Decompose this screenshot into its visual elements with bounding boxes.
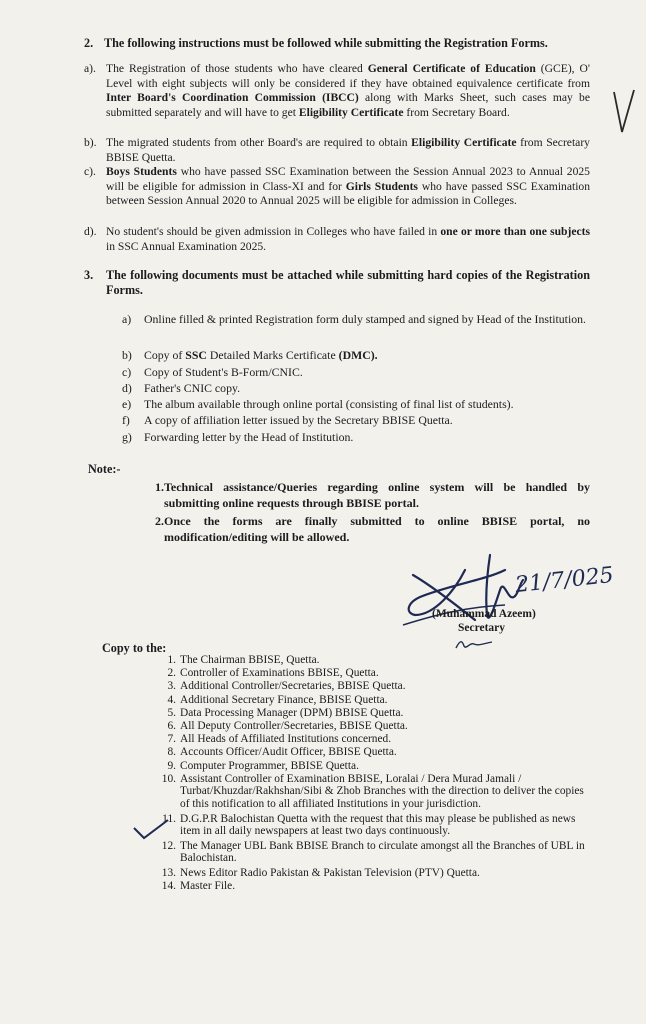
- body-text: No student's should be given admission in Colleges who have failed in: [106, 225, 441, 238]
- body-text: Copy of: [144, 348, 186, 362]
- note-title: Note:-: [88, 462, 121, 476]
- body-text: from Secretary BBISE Quetta.: [106, 136, 590, 164]
- instruction-c: [84, 165, 591, 209]
- note-item-1: 1. Technical assistance/Queries regarding online system will be handled by submitting online requests through BBISE portal.: [155, 480, 590, 510]
- list-item: 10. Assistant Controller of Examination BBISE, Loralai / Dera Murad Jamali / Turbat/Khuzdar/Rakhshan/Sibi & Zhob Branches with the direction to deliver the copies of this notification to all affiliated Institutions in your jurisdiction.: [161, 772, 584, 810]
- list-item: 5. Data Processing Manager (DPM) BBISE Quetta.: [167, 706, 404, 719]
- item-label: f): [122, 413, 130, 427]
- body-text: in SSC Annual Examination 2025.: [106, 239, 267, 253]
- body-text: from Secretary Board.: [403, 105, 510, 119]
- signature-date: 21/7/025: [513, 562, 615, 599]
- instruction-d: [84, 225, 590, 254]
- item-label: e): [122, 397, 132, 411]
- list-item: 12. The Manager UBL Bank BBISE Branch to circulate amongst all the Branches of UBL in Balochistan.: [161, 839, 585, 865]
- document-item: [122, 413, 453, 428]
- body-text: who have passed SSC Examination between Session Annual 2020 to Annual 2025 will be eligible for admission in Colleges.: [106, 179, 591, 207]
- document-item: [122, 381, 241, 396]
- section-2-number: 2.: [84, 36, 94, 50]
- instruction-b: [84, 136, 590, 165]
- margin-tick-icon: [612, 88, 638, 138]
- item-label: c): [122, 365, 132, 379]
- body-text: Copy of Student's B-Form/CNIC.: [144, 365, 303, 379]
- item-label: c).: [84, 165, 96, 178]
- body-text: Online filled & printed Registration form duly stamped and signed by Head of the Institution.: [144, 312, 586, 326]
- body-text: along with Marks Sheet, such cases may be submitted separately and will have to get: [106, 91, 590, 119]
- bold-text: Girls Students: [345, 179, 418, 193]
- body-text: A copy of affiliation letter issued by the Secretary BBISE Quetta.: [144, 413, 453, 427]
- bold-text: (DMC).: [338, 348, 378, 362]
- list-item: 6. All Deputy Controller/Secretaries, BBISE Quetta.: [167, 719, 408, 732]
- body-text: The album available through online portal (consisting of final list of students).: [144, 397, 514, 411]
- section-3-number: 3.: [84, 268, 94, 282]
- bold-text: Eligibility Certificate: [298, 105, 404, 119]
- item-label: a): [122, 312, 132, 326]
- list-item: 1. The Chairman BBISE, Quetta.: [167, 654, 320, 666]
- item-label: g): [122, 430, 132, 444]
- instruction-a: [84, 62, 590, 120]
- list-item: 13. News Editor Radio Pakistan & Pakistan Television (PTV) Quetta.: [161, 866, 480, 879]
- document-item: [122, 348, 378, 363]
- copy-to-list: [161, 654, 592, 893]
- body-text: Father's CNIC copy.: [144, 381, 241, 395]
- section-3-heading: The following documents must be attached while submitting hard copies of the Registration Forms.: [106, 268, 590, 297]
- list-item: 7. All Heads of Affiliated Institutions concerned.: [167, 733, 392, 746]
- signatory-name: (Muhammad Azeem): [432, 608, 536, 620]
- list-item: 3. Additional Controller/Secretaries, BBISE Quetta.: [167, 680, 406, 693]
- item-label: d): [122, 381, 132, 395]
- list-item: 11. D.G.P.R Balochistan Quetta with the request that this may please be published as news item in all daily newspapers at least two days continuously.: [162, 812, 576, 838]
- body-text: (GCE), O' Level with eight subjects will only be considered if they have obtained equivalence certificate from: [106, 62, 590, 90]
- bold-text: Eligibility Certificate: [411, 136, 517, 149]
- body-text: Detailed Marks Certificate: [206, 348, 339, 362]
- list-item: 2. Controller of Examinations BBISE, Quetta.: [167, 667, 379, 680]
- signatory-title: Secretary: [458, 622, 506, 634]
- bold-text: Boys Students: [106, 165, 177, 178]
- signature-initial: [452, 634, 512, 654]
- note-item-2: 2. Once the forms are finally submitted to online BBISE portal, no modification/editing will be allowed.: [155, 514, 590, 544]
- body-text: The migrated students from other Board's are required to obtain: [106, 136, 412, 149]
- bold-text: SSC: [185, 348, 207, 362]
- bold-text: one or more than one subjects: [440, 225, 590, 238]
- item-label: b).: [84, 136, 97, 149]
- section-2-heading: The following instructions must be followed while submitting the Registration Forms.: [104, 36, 548, 50]
- list-item: 8. Accounts Officer/Audit Officer, BBISE Quetta.: [167, 746, 397, 759]
- bold-text: Inter Board's Coordination Commission (IBCC): [106, 91, 359, 104]
- body-text: Forwarding letter by the Head of Institution.: [144, 430, 354, 444]
- bold-text: General Certificate of Education: [367, 62, 536, 75]
- item-label: b): [122, 348, 132, 362]
- list-item: 9. Computer Programmer, BBISE Quetta.: [167, 759, 359, 772]
- body-text: who have passed SSC Examination between the Session Annual 2023 to Annual 2025 will be eligible for admission in Class-XI and for: [106, 165, 590, 193]
- document-item: [122, 430, 354, 445]
- item-label: a).: [84, 62, 96, 75]
- body-text: The Registration of those students who have cleared: [106, 62, 368, 75]
- check-mark-icon: [132, 818, 172, 842]
- item-label: d).: [84, 225, 97, 238]
- list-item: 14. Master File.: [161, 879, 236, 892]
- copy-to-title: Copy to the:: [102, 641, 167, 655]
- document-item: [122, 365, 303, 380]
- document-item: [122, 397, 514, 412]
- document-item: [122, 312, 592, 327]
- list-item: 4. Additional Secretary Finance, BBISE Quetta.: [167, 693, 388, 706]
